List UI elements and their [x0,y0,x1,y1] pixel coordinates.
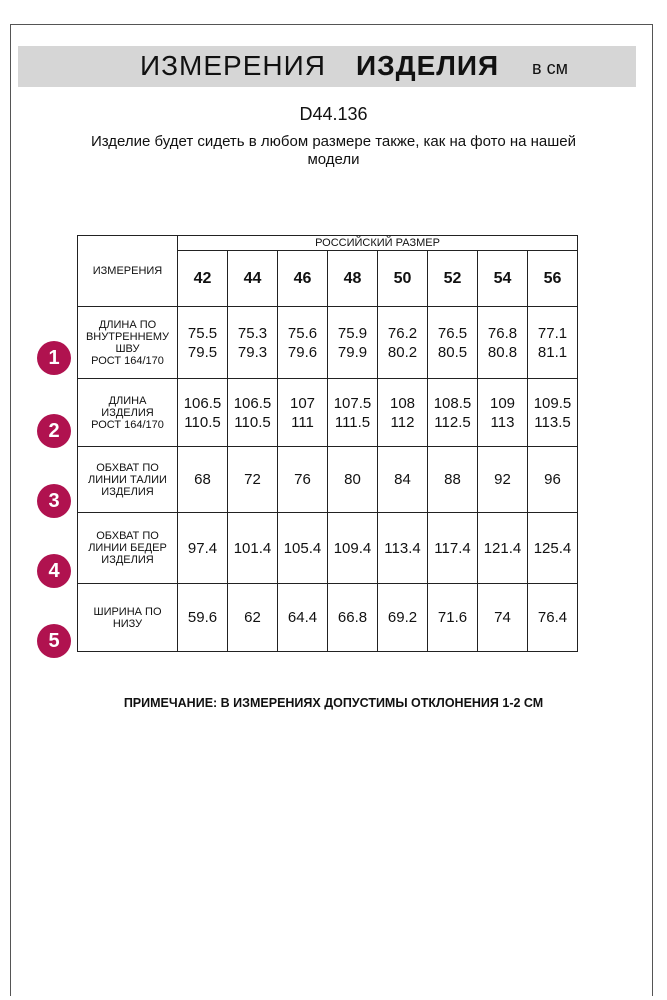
measurement-value [378,447,428,513]
measurements-header: ИЗМЕРЕНИЯ [78,236,178,307]
measurement-label-line: НИЗУ [112,617,143,630]
measurement-value [178,307,228,379]
measurement-value-line: 62 [244,609,261,626]
measurement-value-line: 108.5 [433,394,472,412]
measurement-value-line: 97.4 [187,539,218,557]
measurement-value-line: 107.5 [333,394,372,412]
measurement-value [528,447,578,513]
measurement-value-line: 68 [194,471,211,488]
measurement-row [78,447,578,513]
measurement-value [228,513,278,584]
measurement-value-line: 76.4 [537,609,568,626]
measurement-value-line: 101.4 [233,539,272,557]
measurement-label-line: РОСТ 164/170 [91,418,164,431]
measurement-value-line: 66.8 [337,609,368,626]
measurement-value-line: 121.4 [483,539,522,557]
measurement-value [178,379,228,447]
russian-size-header: РОССИЙСКИЙ РАЗМЕР [178,236,578,251]
measurement-value-line: 76.8 [487,324,518,342]
measurement-value-line: 69.2 [387,609,418,626]
measurement-value-line: 108 [389,394,416,412]
measurement-value [278,513,328,584]
measurement-value [228,447,278,513]
measurement-value-line: 74 [494,609,511,626]
measurement-value [478,379,528,447]
measurement-label [78,379,178,447]
measurement-value-line: 76 [294,471,311,488]
measurement-value [478,513,528,584]
row-number-badge: 1 [37,341,71,375]
measurement-value [528,379,578,447]
measurement-value-line: 84 [394,471,411,488]
size-header-cell: 46 [278,251,328,307]
header-title-product: ИЗДЕЛИЯ [356,50,500,81]
measurement-label-line: ШИРИНА ПО [93,605,162,618]
measurement-label [78,584,178,652]
measurement-value [528,584,578,652]
size-header-cell: 54 [478,251,528,307]
measurement-label-line: ШВУ [115,342,140,355]
measurement-value-line: 105.4 [283,539,322,557]
header-title-measurements: ИЗМЕРЕНИЯ [140,50,326,81]
measurement-value [228,584,278,652]
measurement-value [178,513,228,584]
measurement-value-line: 112 [390,413,415,431]
measurement-label-line: ДЛИНА [108,394,147,407]
measurement-value [378,513,428,584]
measurement-value-line: 125.4 [533,539,572,557]
measurement-value [478,584,528,652]
measurement-value [478,447,528,513]
measurement-value [428,447,478,513]
measurement-value-line: 106.5 [233,394,272,412]
size-header-cell: 52 [428,251,478,307]
measurement-value [478,307,528,379]
measurement-row [78,513,578,584]
measurement-value-line: 112.5 [434,413,471,431]
measurement-row [78,307,578,379]
measurement-value-line: 79.9 [337,343,368,361]
measurement-value-line: 75.5 [187,324,218,342]
measurement-value [228,307,278,379]
measurement-value-line: 79.6 [287,343,318,361]
size-header-cell: 48 [328,251,378,307]
measurement-label [78,447,178,513]
measurement-value-line: 117.4 [434,539,471,557]
measurement-value [428,584,478,652]
measurement-value [378,584,428,652]
article-number: D44.136 [299,104,368,124]
measurement-value-line: 111 [291,413,314,431]
measurement-value [178,584,228,652]
measurement-value-line: 75.6 [287,324,318,342]
measurement-value-line: 106.5 [183,394,222,412]
measurement-value [278,584,328,652]
measurement-value-line: 59.6 [187,609,218,626]
measurement-value-line: 113 [490,413,515,431]
measurement-value-line: 107 [289,394,316,412]
measurement-label [78,513,178,584]
measurement-value-line: 79.3 [237,343,268,361]
measurement-label-line: ИЗДЕЛИЯ [101,554,154,566]
measurement-label-line: РОСТ 164/170 [91,354,164,367]
measurement-value-line: 92 [494,471,511,488]
size-header-cell: 56 [528,251,578,307]
measurement-value-line: 76.5 [437,324,468,342]
measurement-value [328,513,378,584]
measurement-value-line: 113.5 [534,413,571,431]
measurement-value [328,447,378,513]
tolerance-note: ПРИМЕЧАНИЕ: В ИЗМЕРЕНИЯХ ДОПУСТИМЫ ОТКЛОНЕНИЯ 1-2 СМ [123,696,544,710]
measurement-value-line: 88 [444,471,461,488]
header-unit: в см [532,58,568,78]
measurement-label-line: ДЛИНА ПО [98,318,157,331]
measurement-value [178,447,228,513]
measurement-value [228,379,278,447]
measurement-label-line: ИЗДЕЛИЯ [101,406,154,419]
measurement-value-line: 80.5 [437,343,468,361]
measurement-value [378,307,428,379]
measurement-value-line: 109 [489,394,516,412]
measurement-value-line: 109.5 [533,394,572,412]
measurement-row [78,584,578,652]
row-number-badge: 3 [37,484,71,518]
measurement-value [528,307,578,379]
measurement-value-line: 80.2 [387,343,418,361]
row-number-badge: 4 [37,554,71,588]
measurement-value-line: 111.5 [334,413,371,431]
measurement-value [428,307,478,379]
row-number-badge: 5 [37,624,71,658]
measurement-value-line: 75.9 [337,324,368,342]
measurement-label [78,307,178,379]
measurement-value [328,584,378,652]
measurement-value-line: 71.6 [437,609,468,626]
measurement-value-line: 77.1 [537,324,568,342]
measurement-value [278,307,328,379]
size-header-cell: 50 [378,251,428,307]
measurement-value-line: 76.2 [387,324,418,342]
measurement-value-line: 75.3 [237,324,268,342]
measurement-value [428,513,478,584]
measurement-value [328,379,378,447]
size-table [77,235,578,652]
fit-note: Изделие будет сидеть в любом размере также, как на фото на нашей модели [90,133,577,168]
measurement-value [328,307,378,379]
measurement-value-line: 110.5 [184,413,221,431]
measurement-label-line: ИЗДЕЛИЯ [101,485,154,498]
measurement-value [278,379,328,447]
measurement-label-line: ВНУТРЕННЕМУ [85,330,170,343]
row-number-badge: 2 [37,414,71,448]
measurement-value-line: 72 [244,471,261,488]
measurement-label-line: ЛИНИИ ТАЛИИ [88,473,167,486]
measurement-value-line: 113.4 [384,539,421,557]
measurement-label-line: ОБХВАТ ПО [96,530,159,542]
measurement-value-line: 64.4 [287,609,318,626]
measurement-value-line: 80.8 [487,343,518,361]
measurement-value [278,447,328,513]
measurement-value [428,379,478,447]
measurement-label-line: ОБХВАТ ПО [96,461,159,474]
measurement-value-line: 110.5 [234,413,271,431]
size-header-cell: 42 [178,251,228,307]
size-header-cell: 44 [228,251,278,307]
measurement-value-line: 109.4 [333,539,372,557]
measurement-value-line: 79.5 [187,343,218,361]
measurement-label-line: ЛИНИИ БЕДЕР [88,542,167,554]
measurement-value [528,513,578,584]
measurement-value [378,379,428,447]
measurement-value-line: 96 [544,471,561,488]
measurement-row [78,379,578,447]
measurement-value-line: 80 [344,471,361,488]
measurement-value-line: 81.1 [537,343,568,361]
